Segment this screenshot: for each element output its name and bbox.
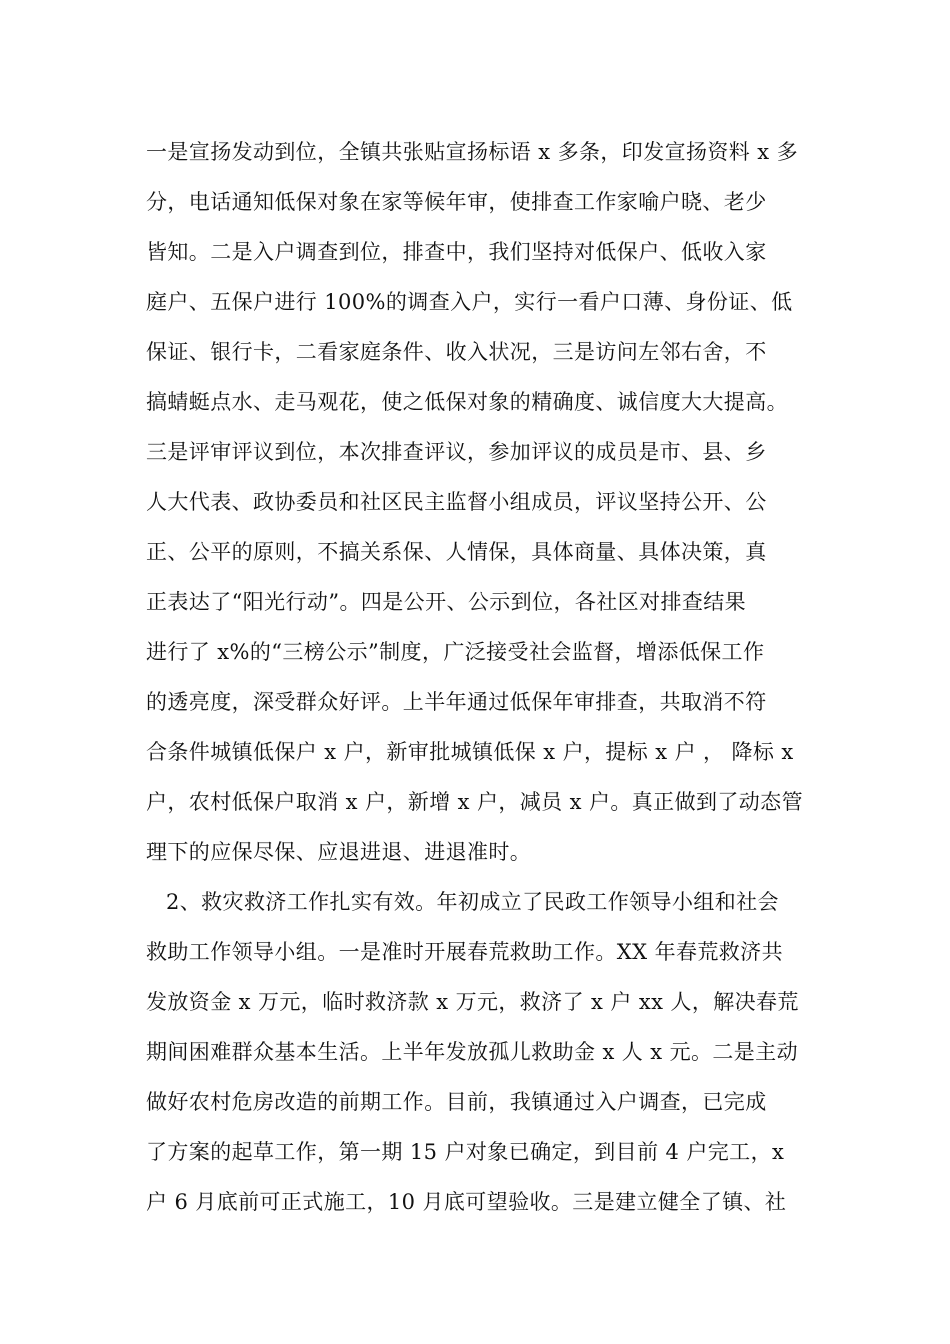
text-line: 发放资金 x 万元，临时救济款 x 万元，救济了 x 户 xx 人，解决春荒: [146, 990, 799, 1014]
text-line: 庭户、五保户进行 100%的调查入户，实行一看户口薄、身份证、低: [146, 290, 793, 314]
text-line: 三是评审评议到位，本次排查评议，参加评议的成员是市、县、乡: [146, 440, 767, 464]
text-line: 救助工作领导小组。一是准时开展春荒救助工作。XX 年春荒救济共: [146, 940, 783, 964]
text-line: 搞蜻蜓点水、走马观花，使之低保对象的精确度、诚信度大大提高。: [146, 390, 788, 414]
text-line: 户 6 月底前可正式施工，10 月底可望验收。三是建立健全了镇、社: [146, 1190, 787, 1214]
text-line: 期间困难群众基本生活。上半年发放孤儿救助金 x 人 x 元。二是主动: [146, 1040, 798, 1064]
text-line: 理下的应保尽保、应退进退、进退准时。: [146, 840, 532, 864]
text-line: 正、公平的原则，不搞关系保、人情保，具体商量、具体决策，真: [146, 540, 767, 564]
text-line: 皆知。二是入户调查到位，排查中，我们坚持对低保户、低收入家: [146, 240, 767, 264]
text-line: 户，农村低保户取消 x 户，新增 x 户，减员 x 户。真正做到了动态管: [146, 790, 803, 814]
text-line: 了方案的起草工作，第一期 15 户对象已确定，到目前 4 户完工，x: [146, 1140, 785, 1164]
text-line: 人大代表、政协委员和社区民主监督小组成员，评议坚持公开、公: [146, 490, 767, 514]
text-line: 保证、银行卡，二看家庭条件、收入状况，三是访问左邻右舍，不: [146, 340, 767, 364]
text-line: 正表达了“阳光行动”。四是公开、公示到位，各社区对排查结果: [146, 590, 747, 614]
text-line: 合条件城镇低保户 x 户，新审批城镇低保 x 户，提标 x 户 ， 降标 x: [146, 740, 794, 764]
text-line: 做好农村危房改造的前期工作。目前，我镇通过入户调查，已完成: [146, 1090, 767, 1114]
paragraph-heading-line: 2、救灾救济工作扎实有效。年初成立了民政工作领导小组和社会: [166, 890, 779, 914]
text-line: 的透亮度，深受群众好评。上半年通过低保年审排查，共取消不符: [146, 690, 767, 714]
text-line: 进行了 x%的“三榜公示”制度，广泛接受社会监督，增添低保工作: [146, 640, 765, 664]
text-line: 一是宣扬发动到位，全镇共张贴宣扬标语 x 多条，印发宣扬资料 x 多: [146, 140, 798, 164]
text-line: 分，电话通知低保对象在家等候年审，使排查工作家喻户晓、老少: [146, 190, 767, 214]
